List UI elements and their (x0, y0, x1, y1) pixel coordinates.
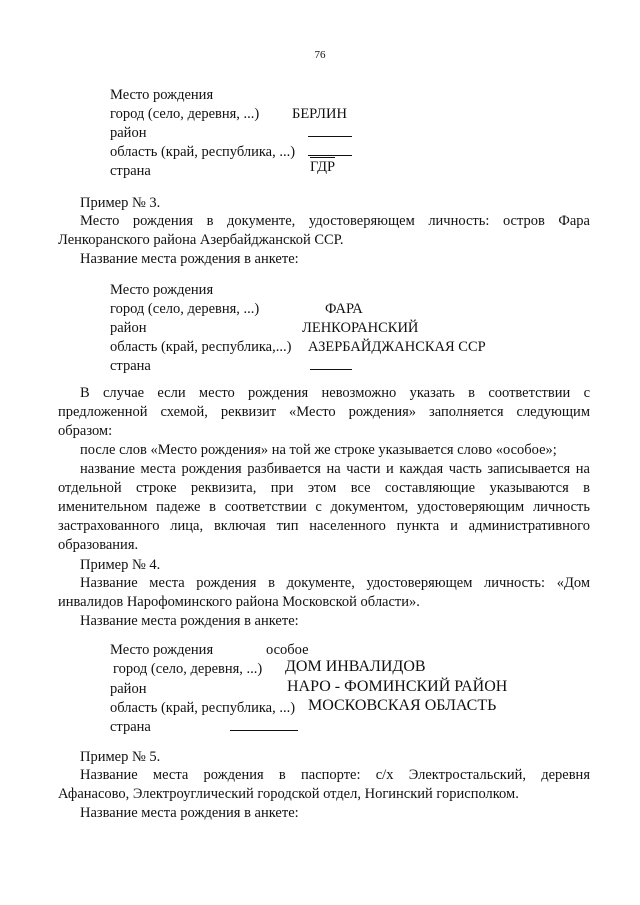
example-3-text (58, 212, 590, 269)
region-label: область (край, республика, ...) (110, 144, 296, 160)
country-blank (310, 357, 352, 376)
district-value: ЛЕНКОРАНСКИЙ (302, 320, 419, 336)
example-5-line: Афанасово, Электроуглический городской отдел, Ногинский горисполком. (58, 786, 519, 802)
example-3-line: Ленкоранского района Азербайджанской ССР. (58, 232, 344, 248)
form-title: Место рождения (110, 282, 214, 298)
district-label: район (110, 320, 147, 336)
rules-line: застрахованного лица, включая тип населенного пункта и административного (58, 518, 590, 534)
region-value: АЗЕРБАЙДЖАНСКАЯ ССР (308, 339, 486, 355)
example-5-instruction: Название места рождения в анкете: (80, 805, 299, 821)
example-3-instruction: Название места рождения в анкете: (80, 251, 299, 267)
country-label: страна (110, 719, 151, 735)
form-title: Место рождения (110, 87, 214, 103)
region-label: область (край, республика,...) (110, 339, 292, 355)
district-label: район (110, 681, 147, 697)
example-5-line: Название места рождения в паспорте: с/х Электростальский, деревня (80, 767, 590, 783)
page-number: 76 (314, 49, 326, 61)
example-4-heading: Пример № 4. (80, 557, 161, 573)
rules-line: отдельной строке реквизита, при этом все составляющие указываются в (58, 480, 590, 496)
city-value: ФАРА (325, 301, 363, 317)
rules-line: образом: (58, 423, 113, 439)
rules-text (58, 384, 590, 555)
example-4-instruction: Название места рождения в анкете: (80, 613, 299, 629)
city-value: ДОМ ИНВАЛИДОВ (285, 658, 426, 675)
form-title: Место рождения (110, 642, 214, 658)
country-label: страна (110, 358, 151, 374)
rules-line: В случае если место рождения невозможно указать в соответствии с (80, 385, 590, 401)
city-label: город (село, деревня, ...) (113, 661, 263, 677)
city-value: БЕРЛИН (292, 106, 347, 122)
rules-line: предложенной схемой, реквизит «Место рождения» заполняется следующим (58, 404, 590, 420)
example-5-heading: Пример № 5. (80, 749, 161, 765)
country-blank (230, 718, 298, 737)
rules-line: образования. (58, 537, 139, 553)
example-5-text (58, 766, 590, 823)
example-3-line: Место рождения в документе, удостоверяющем личность: остров Фара (80, 213, 590, 229)
special-value: особое (266, 642, 309, 658)
district-value: НАРО - ФОМИНСКИЙ РАЙОН (287, 678, 508, 695)
country-value: ГДР (310, 159, 336, 175)
example-4-line: Название места рождения в документе, удостоверяющем личность: «Дом (80, 575, 590, 591)
rules-line: именительном падеже в соответствии с документом, удостоверяющим личность (58, 499, 590, 515)
region-value: МОСКОВСКАЯ ОБЛАСТЬ (308, 697, 497, 714)
district-label: район (110, 125, 147, 141)
region-label: область (край, республика, ...) (110, 700, 296, 716)
country-label: страна (110, 163, 151, 179)
example-4-text (58, 574, 590, 631)
rules-line: название места рождения разбивается на части и каждая часть записывается на (80, 461, 590, 477)
district-blank (308, 124, 352, 143)
example-3-heading: Пример № 3. (80, 195, 161, 211)
city-label: город (село, деревня, ...) (110, 301, 260, 317)
example-4-line: инвалидов Нарофоминского района Московской области». (58, 594, 420, 610)
city-label: город (село, деревня, ...) (110, 106, 260, 122)
rules-line: после слов «Место рождения» на той же строке указывается слово «особое»; (80, 442, 557, 458)
